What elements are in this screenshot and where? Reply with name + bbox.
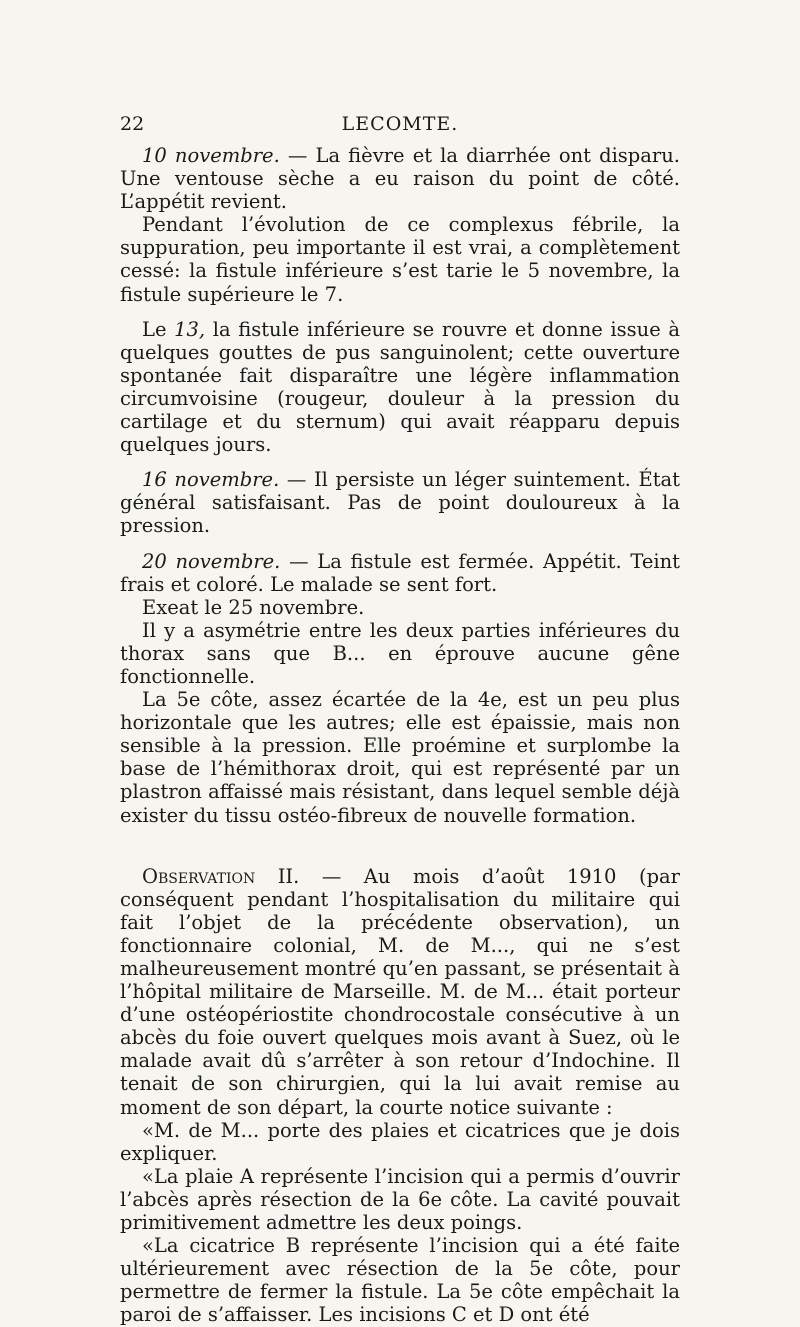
entry-date: 13,	[174, 317, 206, 341]
paragraph: 16 novembre. — Il persiste un léger suintement. État général satisfaisant. Pas de point douloureux à la pression.	[120, 468, 680, 538]
paragraph: «La cicatrice B représente l’incision qui a été faite ultérieurement avec résection de la 5e côte, pour permettre de fermer la fistule. La 5e côte empêchait la paroi de s’affaisser. Les incisions C et D ont été	[120, 1234, 680, 1327]
entry-date: 20 novembre.	[142, 549, 281, 573]
paragraph: Exeat le 25 novembre.	[142, 595, 365, 619]
paragraph: 20 novembre. — La fistule est fermée. Appétit. Teint frais et coloré. Le malade se sent fort.	[120, 549, 680, 596]
running-head: LECOMTE.	[341, 113, 459, 135]
paragraph: 10 novembre. — La fièvre et la diarrhée ont disparu. Une ventouse sèche a eu raison du point de côté. L’appétit revient.	[120, 144, 680, 214]
paragraph: Il y a asymétrie entre les deux parties inférieures du thorax sans que B... en éprouve aucune gêne fonctionnelle.	[120, 618, 680, 688]
paragraph: Observation II. — Au mois d’août 1910 (par conséquent pendant l’hospitalisation du militaire qui fait l’objet de la précédente observation), un fonctionnaire colonial, M. de M..., qui ne s’est malheureusement montré qu’en passant, se présentait à l’hôpital militaire de Marseille. M. de M... était porteur d’une ostéopériostite chondrocostale consécutive à un abcès du foie ouvert quelques mois avant à Suez, où le malade avait dû s’arrêter à son retour d’Indochine. Il tenait de son chirurgien, qui la lui avait remise au moment de son départ, la courte notice suivante :	[120, 864, 680, 1119]
page-number: 22	[120, 113, 145, 135]
page-header	[120, 113, 680, 139]
paragraph: «La plaie A représente l’incision qui a permis d’ouvrir l’abcès après résection de la 6e côte. La cavité pouvait primitivement admettre les deux poings.	[120, 1164, 680, 1235]
body-text	[120, 144, 680, 1327]
paragraph: La 5e côte, assez écartée de la 4e, est un peu plus horizontale que les autres; elle est épaissie, mais non sensible à la pression. Elle proémine et surplombe la base de l’hémithorax droit, qui est représenté par un plastron affaissé mais résistant, dans lequel semble déjà exister du tissu ostéo-fibreux de nouvelle formation.	[120, 688, 680, 827]
paragraph: Le 13, la fistule inférieure se rouvre et donne issue à quelques gouttes de pus sanguinolent; cette ouverture spontanée fait disparaître une légère inflammation circumvoisine (rougeur, douleur à la pression du cartilage et du sternum) qui avait réapparu depuis quelques jours.	[120, 317, 680, 457]
entry-date: 16 novembre.	[142, 468, 280, 492]
paragraph: Pendant l’évolution de ce complexus fébrile, la suppuration, peu importante il est vrai, a complètement cessé: la fistule inférieure s’est tarie le 5 novembre, la fistule supérieure le 7.	[120, 213, 680, 306]
observation-heading: Observation	[142, 864, 256, 888]
paragraph: «M. de M... porte des plaies et cicatrices que je dois expliquer.	[120, 1118, 680, 1165]
entry-date: 10 novembre.	[142, 144, 280, 167]
